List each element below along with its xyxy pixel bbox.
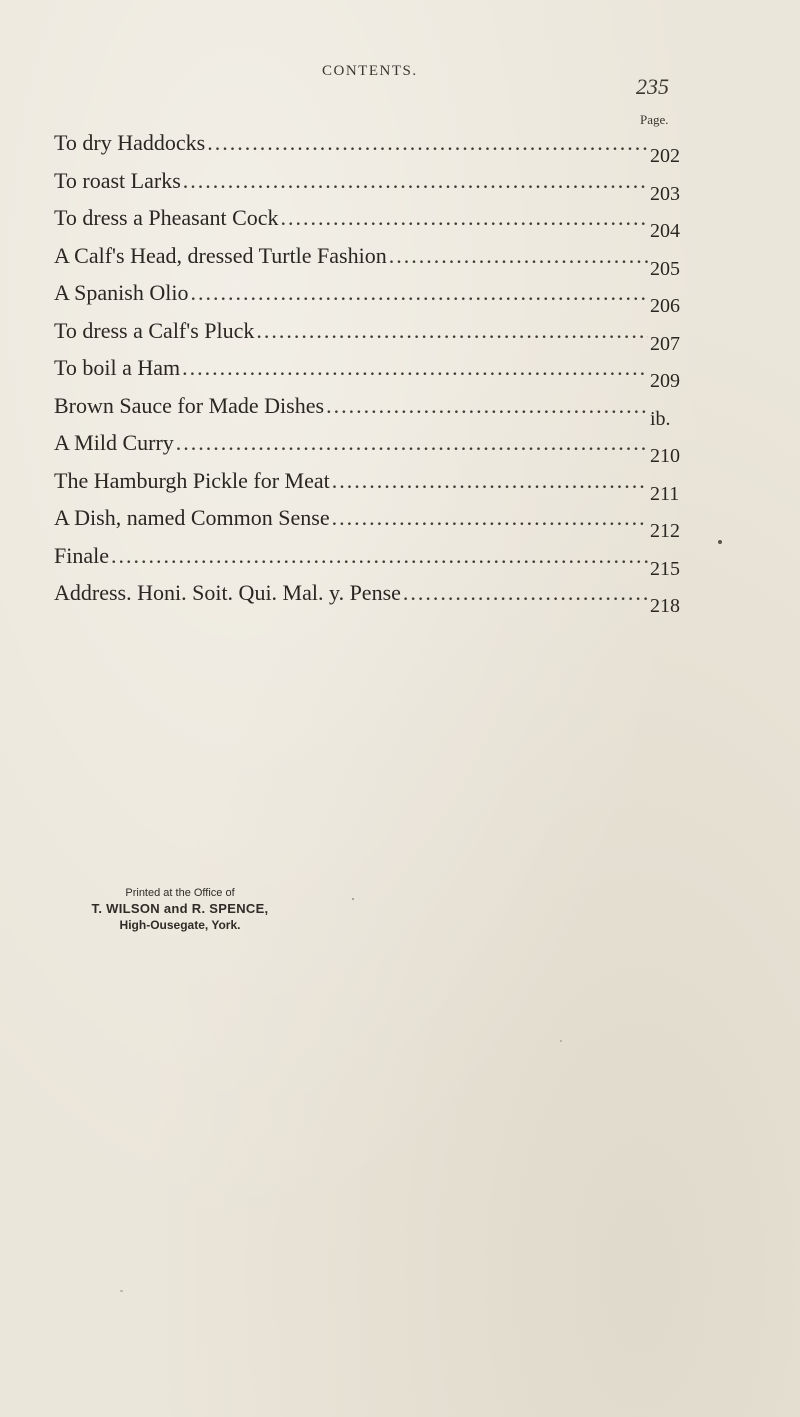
toc-entry-title: Address. Honi. Soit. Qui. Mal. y. Pense: [54, 580, 401, 605]
toc-entry-page: 202: [650, 145, 680, 167]
leader-dots: [183, 164, 648, 198]
toc-entry-page: ib.: [650, 408, 671, 430]
page-number: 235: [636, 74, 669, 99]
toc-entry-title: Brown Sauce for Made Dishes: [54, 393, 325, 418]
toc-entry-title: The Hamburgh Pickle for Meat: [54, 468, 330, 493]
imprint-line: Printed at the Office of: [125, 887, 235, 899]
imprint-line: High-Ousegate, York.: [119, 918, 241, 932]
paper-speck: [560, 1040, 562, 1042]
running-head: CONTENTS.: [322, 63, 418, 79]
toc-entry-page: 211: [650, 483, 680, 505]
leader-dots: [403, 576, 648, 610]
toc-entry: [54, 126, 694, 167]
paper-speck: [352, 898, 354, 900]
leader-dots: [207, 126, 648, 160]
toc-entry: [54, 389, 694, 430]
toc-entry-page: 204: [650, 220, 680, 242]
toc-entry-page: 218: [650, 595, 680, 617]
toc-entry: [54, 576, 694, 617]
leader-dots: [256, 314, 648, 348]
toc-entry-page: 207: [650, 333, 680, 355]
toc-entry: [54, 464, 694, 505]
toc-entry: [54, 164, 694, 205]
toc-entry: [54, 501, 694, 542]
leader-dots: [332, 464, 648, 498]
toc-entry: [54, 314, 694, 355]
toc-entry-page: 206: [650, 295, 680, 317]
toc-entry-title: To dress a Pheasant Cock: [54, 205, 279, 230]
leader-dots: [176, 426, 648, 460]
paper-speck: [120, 1290, 123, 1292]
toc-entry-title: Finale: [54, 543, 109, 568]
toc-entry-page: 203: [650, 183, 680, 205]
leader-dots: [190, 276, 648, 310]
toc-entry: [54, 351, 694, 392]
toc-entry-title: To dry Haddocks: [54, 130, 206, 155]
toc-entry: [54, 201, 694, 242]
toc-entry-page: 212: [650, 520, 680, 542]
toc-entry-title: To boil a Ham: [54, 355, 181, 380]
toc-entry-title: A Dish, named Common Sense: [54, 505, 330, 530]
toc-entry: [54, 539, 694, 580]
toc-entry-page: 209: [650, 370, 680, 392]
toc-entry: [54, 426, 694, 467]
page-column-label: Page.: [640, 112, 669, 127]
leader-dots: [326, 389, 648, 423]
paper-speck: [718, 540, 722, 544]
leader-dots: [389, 239, 648, 273]
toc-entry-title: To dress a Calf's Pluck: [54, 318, 255, 343]
toc-entry-title: To roast Larks: [54, 168, 181, 193]
leader-dots: [182, 351, 648, 385]
toc-entry-page: 210: [650, 445, 680, 467]
toc-entry-page: 205: [650, 258, 680, 280]
leader-dots: [332, 501, 648, 535]
imprint-line: T. WILSON and R. SPENCE,: [91, 901, 269, 916]
toc-entry-page: 215: [650, 558, 680, 580]
toc-entry-title: A Calf's Head, dressed Turtle Fashion: [54, 243, 387, 268]
toc-entry-title: A Mild Curry: [54, 430, 174, 455]
toc-entry: [54, 239, 694, 280]
leader-dots: [281, 201, 648, 235]
toc-entry-title: A Spanish Olio: [54, 280, 189, 305]
leader-dots: [111, 539, 648, 573]
printer-imprint: [80, 885, 280, 933]
toc-entry: [54, 276, 694, 317]
